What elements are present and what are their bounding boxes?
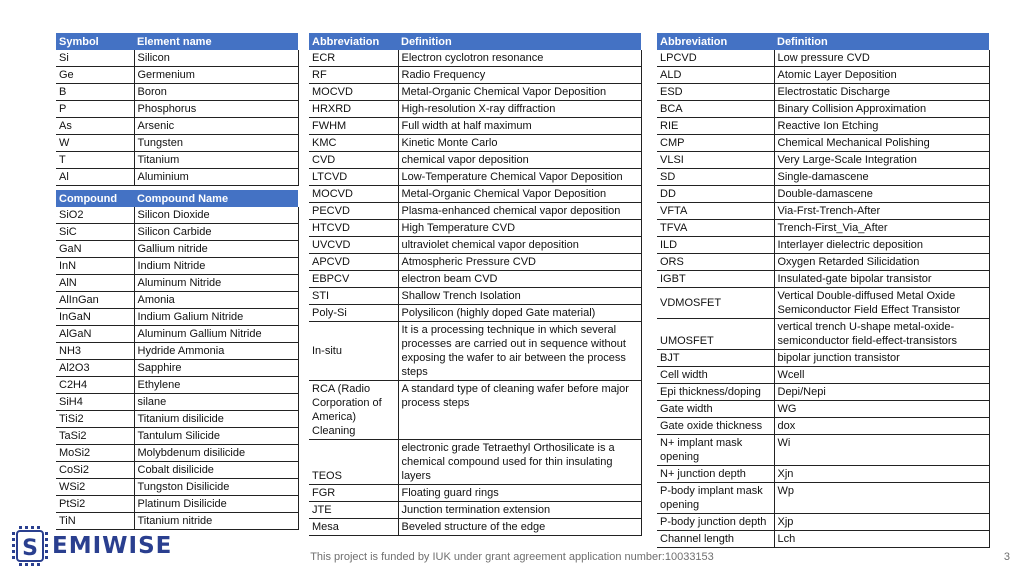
term-cell: KMC bbox=[309, 135, 398, 152]
definition-cell: electronic grade Tetraethyl Orthosilicate is a chemical compound used for thin insulating layers bbox=[398, 440, 641, 485]
table-row bbox=[657, 67, 989, 84]
definition-cell: bipolar junction transistor bbox=[774, 350, 989, 367]
table-row bbox=[56, 152, 298, 169]
term-cell: N+ implant mask opening bbox=[657, 435, 774, 466]
header-row bbox=[309, 33, 641, 50]
term-cell: SiC bbox=[56, 224, 134, 241]
definition-cell: Metal-Organic Chemical Vapor Deposition bbox=[398, 186, 641, 203]
definition-cell: Molybdenum disilicide bbox=[134, 445, 298, 462]
table-row bbox=[657, 203, 989, 220]
definition-cell: Kinetic Monte Carlo bbox=[398, 135, 641, 152]
term-cell: VLSI bbox=[657, 152, 774, 169]
term-cell: STI bbox=[309, 288, 398, 305]
header-row bbox=[56, 190, 298, 207]
definition-cell: Wp bbox=[774, 483, 989, 514]
term-cell: WSi2 bbox=[56, 479, 134, 496]
table-row bbox=[56, 224, 298, 241]
column-header: Compound Name bbox=[134, 190, 298, 207]
definition-cell: Via-Frst-Trench-After bbox=[774, 203, 989, 220]
term-cell: CMP bbox=[657, 135, 774, 152]
table-row bbox=[657, 514, 989, 531]
term-cell: UVCVD bbox=[309, 237, 398, 254]
term-cell: Al bbox=[56, 169, 134, 186]
definition-cell: Lch bbox=[774, 531, 989, 548]
table-row bbox=[657, 418, 989, 435]
definition-cell: Titanium nitride bbox=[134, 513, 298, 530]
definition-cell: Oxygen Retarded Silicidation bbox=[774, 254, 989, 271]
definition-cell: Double-damascene bbox=[774, 186, 989, 203]
table-row bbox=[657, 350, 989, 367]
definition-cell: Amonia bbox=[134, 292, 298, 309]
table-row bbox=[657, 531, 989, 548]
definition-cell: Arsenic bbox=[134, 118, 298, 135]
definition-cell: silane bbox=[134, 394, 298, 411]
table-row bbox=[56, 135, 298, 152]
term-cell: SD bbox=[657, 169, 774, 186]
table-row bbox=[657, 186, 989, 203]
table-row bbox=[309, 203, 641, 220]
definition-cell: Cobalt disilicide bbox=[134, 462, 298, 479]
definition-cell: dox bbox=[774, 418, 989, 435]
term-cell: UMOSFET bbox=[657, 319, 774, 350]
logo-wordmark: EMIWISE bbox=[52, 533, 173, 559]
definition-cell: Atmospheric Pressure CVD bbox=[398, 254, 641, 271]
abbreviations-table-1 bbox=[309, 33, 642, 536]
term-cell: DD bbox=[657, 186, 774, 203]
definition-cell: Aluminium bbox=[134, 169, 298, 186]
term-cell: Ge bbox=[56, 67, 134, 84]
term-cell: VDMOSFET bbox=[657, 288, 774, 319]
term-cell: CoSi2 bbox=[56, 462, 134, 479]
term-cell: T bbox=[56, 152, 134, 169]
term-cell: In-situ bbox=[309, 322, 398, 381]
definition-cell: Interlayer dielectric deposition bbox=[774, 237, 989, 254]
term-cell: FGR bbox=[309, 485, 398, 502]
table-row bbox=[309, 186, 641, 203]
definition-cell: Plasma-enhanced chemical vapor deposition bbox=[398, 203, 641, 220]
term-cell: P-body junction depth bbox=[657, 514, 774, 531]
table-row bbox=[56, 445, 298, 462]
definition-cell: Electron cyclotron resonance bbox=[398, 50, 641, 67]
term-cell: APCVD bbox=[309, 254, 398, 271]
table-row bbox=[657, 466, 989, 483]
column-header: Definition bbox=[398, 33, 641, 50]
definition-cell: Polysilicon (highly doped Gate material) bbox=[398, 305, 641, 322]
table-row bbox=[309, 220, 641, 237]
table-row bbox=[56, 67, 298, 84]
term-cell: AlInGan bbox=[56, 292, 134, 309]
definition-cell: Aluminum Nitride bbox=[134, 275, 298, 292]
term-cell: Si bbox=[56, 50, 134, 67]
table-row bbox=[657, 288, 989, 319]
definition-cell: Aluminum Gallium Nitride bbox=[134, 326, 298, 343]
column-header: Compound bbox=[56, 190, 134, 207]
table-row bbox=[309, 135, 641, 152]
term-cell: P-body implant mask opening bbox=[657, 483, 774, 514]
table-row bbox=[56, 462, 298, 479]
table-row bbox=[56, 360, 298, 377]
table-row bbox=[56, 50, 298, 67]
table-row bbox=[309, 237, 641, 254]
table-row bbox=[56, 326, 298, 343]
term-cell: ECR bbox=[309, 50, 398, 67]
table-row bbox=[309, 305, 641, 322]
definition-cell: electron beam CVD bbox=[398, 271, 641, 288]
definition-cell: Chemical Mechanical Polishing bbox=[774, 135, 989, 152]
term-cell: SiH4 bbox=[56, 394, 134, 411]
column-header: Definition bbox=[774, 33, 989, 50]
table-row bbox=[56, 377, 298, 394]
header-row bbox=[657, 33, 989, 50]
table-row bbox=[657, 118, 989, 135]
table-row bbox=[309, 50, 641, 67]
term-cell: SiO2 bbox=[56, 207, 134, 224]
table-row bbox=[56, 118, 298, 135]
definition-cell: Wi bbox=[774, 435, 989, 466]
term-cell: MOCVD bbox=[309, 84, 398, 101]
table-row bbox=[56, 169, 298, 186]
term-cell: TiN bbox=[56, 513, 134, 530]
term-cell: JTE bbox=[309, 502, 398, 519]
term-cell: EBPCV bbox=[309, 271, 398, 288]
definition-cell: Trench-First_Via_After bbox=[774, 220, 989, 237]
table-row bbox=[56, 496, 298, 513]
table-row bbox=[657, 220, 989, 237]
column-header: Abbreviation bbox=[309, 33, 398, 50]
term-cell: HRXRD bbox=[309, 101, 398, 118]
term-cell: AlGaN bbox=[56, 326, 134, 343]
definition-cell: Tungston Disilicide bbox=[134, 479, 298, 496]
term-cell: VFTA bbox=[657, 203, 774, 220]
term-cell: CVD bbox=[309, 152, 398, 169]
column-header: Element name bbox=[134, 33, 298, 50]
table-row bbox=[56, 241, 298, 258]
table-row bbox=[56, 343, 298, 360]
definition-cell: Boron bbox=[134, 84, 298, 101]
table-row bbox=[657, 319, 989, 350]
definition-cell: Hydride Ammonia bbox=[134, 343, 298, 360]
term-cell: BJT bbox=[657, 350, 774, 367]
table-row bbox=[56, 101, 298, 118]
table-row bbox=[309, 67, 641, 84]
definition-cell: Gallium nitride bbox=[134, 241, 298, 258]
footer-funding-note: This project is funded by IUK under grant agreement application number:10033153 bbox=[310, 551, 714, 563]
term-cell: W bbox=[56, 135, 134, 152]
table-row bbox=[309, 118, 641, 135]
term-cell: Mesa bbox=[309, 519, 398, 536]
table-row bbox=[56, 428, 298, 445]
term-cell: TEOS bbox=[309, 440, 398, 485]
definition-cell: Silicon Dioxide bbox=[134, 207, 298, 224]
term-cell: BCA bbox=[657, 101, 774, 118]
definition-cell: Tungsten bbox=[134, 135, 298, 152]
definition-cell: Radio Frequency bbox=[398, 67, 641, 84]
term-cell: FWHM bbox=[309, 118, 398, 135]
table-row bbox=[309, 322, 641, 381]
term-cell: P bbox=[56, 101, 134, 118]
term-cell: Cell width bbox=[657, 367, 774, 384]
table-row bbox=[657, 84, 989, 101]
definition-cell: Titanium disilicide bbox=[134, 411, 298, 428]
header-row bbox=[56, 33, 298, 50]
column-header: Symbol bbox=[56, 33, 134, 50]
definition-cell: Metal-Organic Chemical Vapor Deposition bbox=[398, 84, 641, 101]
table-row bbox=[657, 483, 989, 514]
table-row bbox=[657, 237, 989, 254]
term-cell: ALD bbox=[657, 67, 774, 84]
definition-cell: Ethylene bbox=[134, 377, 298, 394]
table-row bbox=[309, 84, 641, 101]
definition-cell: Indium Galium Nitride bbox=[134, 309, 298, 326]
table-row bbox=[56, 309, 298, 326]
table-row bbox=[657, 435, 989, 466]
term-cell: RCA (Radio Corporation of America) Cleaning bbox=[309, 381, 398, 440]
definition-cell: Indium Nitride bbox=[134, 258, 298, 275]
table-row bbox=[56, 258, 298, 275]
table-row bbox=[657, 152, 989, 169]
definition-cell: Beveled structure of the edge bbox=[398, 519, 641, 536]
elements-compounds-table bbox=[56, 33, 299, 530]
term-cell: RF bbox=[309, 67, 398, 84]
definition-cell: Electrostatic Discharge bbox=[774, 84, 989, 101]
table-row bbox=[309, 381, 641, 440]
term-cell: PtSi2 bbox=[56, 496, 134, 513]
term-cell: NH3 bbox=[56, 343, 134, 360]
definition-cell: Platinum Disilicide bbox=[134, 496, 298, 513]
definition-cell: Very Large-Scale Integration bbox=[774, 152, 989, 169]
term-cell: HTCVD bbox=[309, 220, 398, 237]
term-cell: InGaN bbox=[56, 309, 134, 326]
definition-cell: Full width at half maximum bbox=[398, 118, 641, 135]
definition-cell: Sapphire bbox=[134, 360, 298, 377]
table-row bbox=[309, 502, 641, 519]
abbreviations-table-2 bbox=[657, 33, 990, 548]
term-cell: N+ junction depth bbox=[657, 466, 774, 483]
definition-cell: Xjn bbox=[774, 466, 989, 483]
term-cell: Al2O3 bbox=[56, 360, 134, 377]
definition-cell: High Temperature CVD bbox=[398, 220, 641, 237]
table-row bbox=[309, 288, 641, 305]
definition-cell: Depi/Nepi bbox=[774, 384, 989, 401]
term-cell: RIE bbox=[657, 118, 774, 135]
definition-cell: Silicon bbox=[134, 50, 298, 67]
definition-cell: Binary Collision Approximation bbox=[774, 101, 989, 118]
table-row bbox=[56, 292, 298, 309]
term-cell: Epi thickness/doping bbox=[657, 384, 774, 401]
table-row bbox=[657, 169, 989, 186]
table-row bbox=[309, 485, 641, 502]
definition-cell: Atomic Layer Deposition bbox=[774, 67, 989, 84]
table-row bbox=[309, 152, 641, 169]
table-row bbox=[309, 169, 641, 186]
table-row bbox=[309, 440, 641, 485]
definition-cell: Germenium bbox=[134, 67, 298, 84]
definition-cell: It is a processing technique in which several processes are carried out in sequence without exposing the wafer to air between the process steps bbox=[398, 322, 641, 381]
table-row bbox=[657, 101, 989, 118]
table-row bbox=[657, 401, 989, 418]
term-cell: GaN bbox=[56, 241, 134, 258]
term-cell: TFVA bbox=[657, 220, 774, 237]
definition-cell: Insulated-gate bipolar transistor bbox=[774, 271, 989, 288]
table-row bbox=[657, 271, 989, 288]
table-row bbox=[657, 367, 989, 384]
definition-cell: WG bbox=[774, 401, 989, 418]
term-cell: Channel length bbox=[657, 531, 774, 548]
term-cell: Gate width bbox=[657, 401, 774, 418]
definition-cell: Phosphorus bbox=[134, 101, 298, 118]
table-row bbox=[56, 275, 298, 292]
table-row bbox=[56, 84, 298, 101]
term-cell: LPCVD bbox=[657, 50, 774, 67]
term-cell: PECVD bbox=[309, 203, 398, 220]
definition-cell: Vertical Double-diffused Metal Oxide Semiconductor Field Effect Transistor bbox=[774, 288, 989, 319]
definition-cell: Xjp bbox=[774, 514, 989, 531]
table-row bbox=[657, 135, 989, 152]
definition-cell: Titanium bbox=[134, 152, 298, 169]
definition-cell: chemical vapor deposition bbox=[398, 152, 641, 169]
term-cell: Poly-Si bbox=[309, 305, 398, 322]
table-row bbox=[56, 479, 298, 496]
definition-cell: A standard type of cleaning wafer before major process steps bbox=[398, 381, 641, 440]
column-header: Abbreviation bbox=[657, 33, 774, 50]
term-cell: InN bbox=[56, 258, 134, 275]
table-row bbox=[657, 254, 989, 271]
definition-cell: Wcell bbox=[774, 367, 989, 384]
term-cell: Gate oxide thickness bbox=[657, 418, 774, 435]
definition-cell: Shallow Trench Isolation bbox=[398, 288, 641, 305]
term-cell: ORS bbox=[657, 254, 774, 271]
definition-cell: High-resolution X-ray diffraction bbox=[398, 101, 641, 118]
definition-cell: Single-damascene bbox=[774, 169, 989, 186]
term-cell: MOCVD bbox=[309, 186, 398, 203]
term-cell: ESD bbox=[657, 84, 774, 101]
definition-cell: Low-Temperature Chemical Vapor Deposition bbox=[398, 169, 641, 186]
table-row bbox=[56, 207, 298, 224]
svg-text:S: S bbox=[22, 536, 38, 561]
definition-cell: Silicon Carbide bbox=[134, 224, 298, 241]
definition-cell: Tantulum Silicide bbox=[134, 428, 298, 445]
term-cell: TiSi2 bbox=[56, 411, 134, 428]
table-row bbox=[657, 50, 989, 67]
table-row bbox=[309, 271, 641, 288]
table-row bbox=[309, 254, 641, 271]
term-cell: LTCVD bbox=[309, 169, 398, 186]
definition-cell: Low pressure CVD bbox=[774, 50, 989, 67]
table-row bbox=[56, 394, 298, 411]
definition-cell: Reactive Ion Etching bbox=[774, 118, 989, 135]
table-row bbox=[657, 384, 989, 401]
term-cell: TaSi2 bbox=[56, 428, 134, 445]
term-cell: C2H4 bbox=[56, 377, 134, 394]
table-row bbox=[56, 411, 298, 428]
table-row bbox=[309, 519, 641, 536]
page-number: 3 bbox=[1003, 551, 1010, 563]
term-cell: MoSi2 bbox=[56, 445, 134, 462]
term-cell: B bbox=[56, 84, 134, 101]
definition-cell: Floating guard rings bbox=[398, 485, 641, 502]
term-cell: IGBT bbox=[657, 271, 774, 288]
term-cell: ILD bbox=[657, 237, 774, 254]
table-row bbox=[309, 101, 641, 118]
definition-cell: Junction termination extension bbox=[398, 502, 641, 519]
term-cell: As bbox=[56, 118, 134, 135]
definition-cell: ultraviolet chemical vapor deposition bbox=[398, 237, 641, 254]
term-cell: AlN bbox=[56, 275, 134, 292]
definition-cell: vertical trench U-shape metal-oxide-semiconductor field-effect-transistors bbox=[774, 319, 989, 350]
